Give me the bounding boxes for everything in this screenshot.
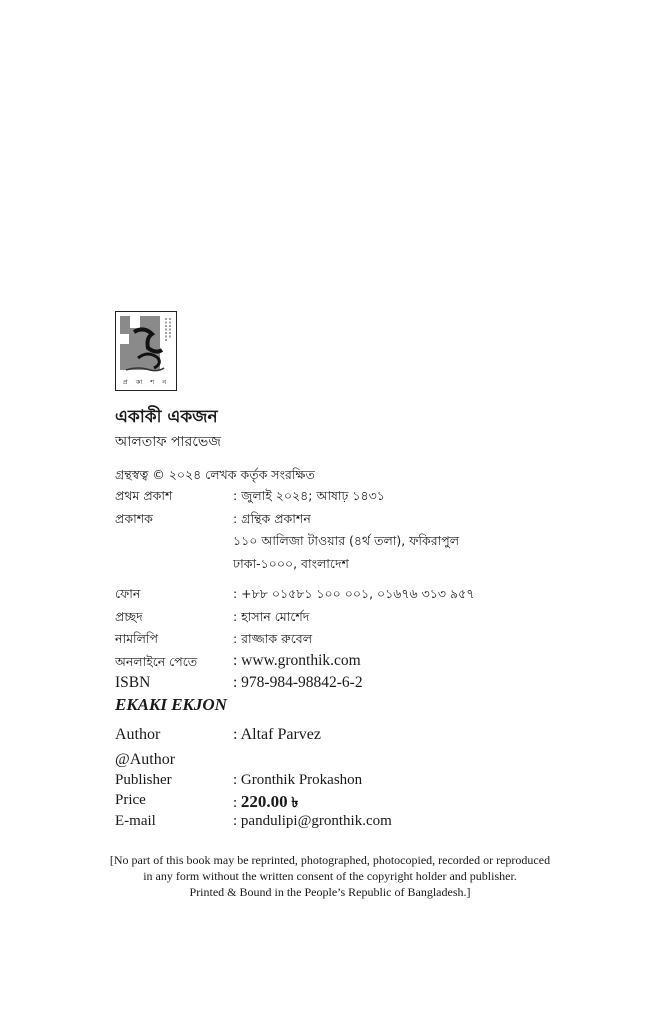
logo-emblem-icon	[116, 312, 175, 376]
detail-row-cover	[115, 609, 535, 632]
en-label-author: Author	[115, 726, 161, 743]
logo-caption: প্র কা শ ন	[122, 378, 170, 386]
detail-label: প্রচ্ছদ	[115, 608, 143, 624]
email-link[interactable]: : pandulipi@gronthik.com	[233, 813, 392, 829]
author-name-bangla: আলতাফ পারভেজ	[115, 434, 221, 450]
detail-row-first-edition	[115, 488, 535, 511]
detail-row-online	[115, 651, 535, 677]
detail-label: ISBN	[115, 674, 151, 691]
en-value-price	[233, 791, 298, 815]
bangla-details-table	[115, 488, 535, 699]
en-label-email: E-mail	[115, 813, 156, 829]
notice-line: Printed & Bound in the People’s Republic of Bangladesh.]	[189, 885, 471, 899]
detail-value: ঢাকা-১০০০, বাংলাদেশ	[233, 555, 349, 571]
price-colon: :	[233, 795, 241, 811]
en-label-price: Price	[115, 792, 146, 808]
website-link[interactable]: : www.gronthik.com	[233, 651, 361, 669]
detail-value: : হাসান মোর্শেদ	[233, 608, 310, 624]
notice-line: [No part of this book may be reprinted, photographed, photocopied, recorded or reproduced	[109, 853, 551, 867]
detail-value: : রাজ্জাক রুবেল	[233, 631, 313, 646]
detail-row-publisher	[115, 511, 535, 534]
detail-row-address-1	[115, 533, 535, 556]
detail-label: অনলাইনে পেতে	[115, 653, 198, 669]
detail-value: ১১০ আলিজা টাওয়ার (৪র্থ তলা), ফকিরাপুল	[233, 533, 460, 548]
en-label-copyright: @Author	[115, 751, 176, 768]
detail-value: : গ্রন্থিক প্রকাশন	[233, 510, 311, 526]
detail-label: প্রথম প্রকাশ	[115, 488, 173, 503]
detail-label: প্রকাশক	[115, 510, 153, 526]
detail-row-calligraphy	[115, 631, 535, 654]
en-value-author: : Altaf Parvez	[233, 726, 321, 743]
detail-row-address-2	[115, 556, 535, 579]
copyright-line: গ্রন্থস্বত্ব © ২০২৪ লেখক কর্তৃক সংরক্ষিত	[115, 467, 315, 482]
price-amount: 220.00	[240, 792, 288, 811]
en-label-publisher: Publisher	[115, 772, 172, 788]
detail-label: নামলিপি	[115, 631, 158, 646]
book-title-bangla: একাকী একজন	[115, 407, 218, 427]
notice-line: in any form without the written consent of the copyright holder and publisher.	[143, 869, 517, 883]
book-title-english: EKAKI EKJON	[115, 695, 227, 714]
isbn-value: : 978-984-98842-6-2	[233, 674, 363, 691]
detail-value: : জুলাই ২০২৪; আষাঢ় ১৪৩১	[233, 488, 385, 503]
detail-value: : +৮৮ ০১৫৮১ ১০০ ০০১, ০১৬৭৬ ৩১৩ ৯৫৭	[233, 586, 475, 601]
taka-symbol: ৳	[291, 795, 299, 811]
publisher-logo	[115, 311, 177, 391]
rights-notice	[100, 852, 560, 900]
en-value-publisher: : Gronthik Prokashon	[233, 772, 363, 788]
detail-label: ফোন	[115, 586, 141, 601]
detail-row-phone	[115, 586, 535, 609]
